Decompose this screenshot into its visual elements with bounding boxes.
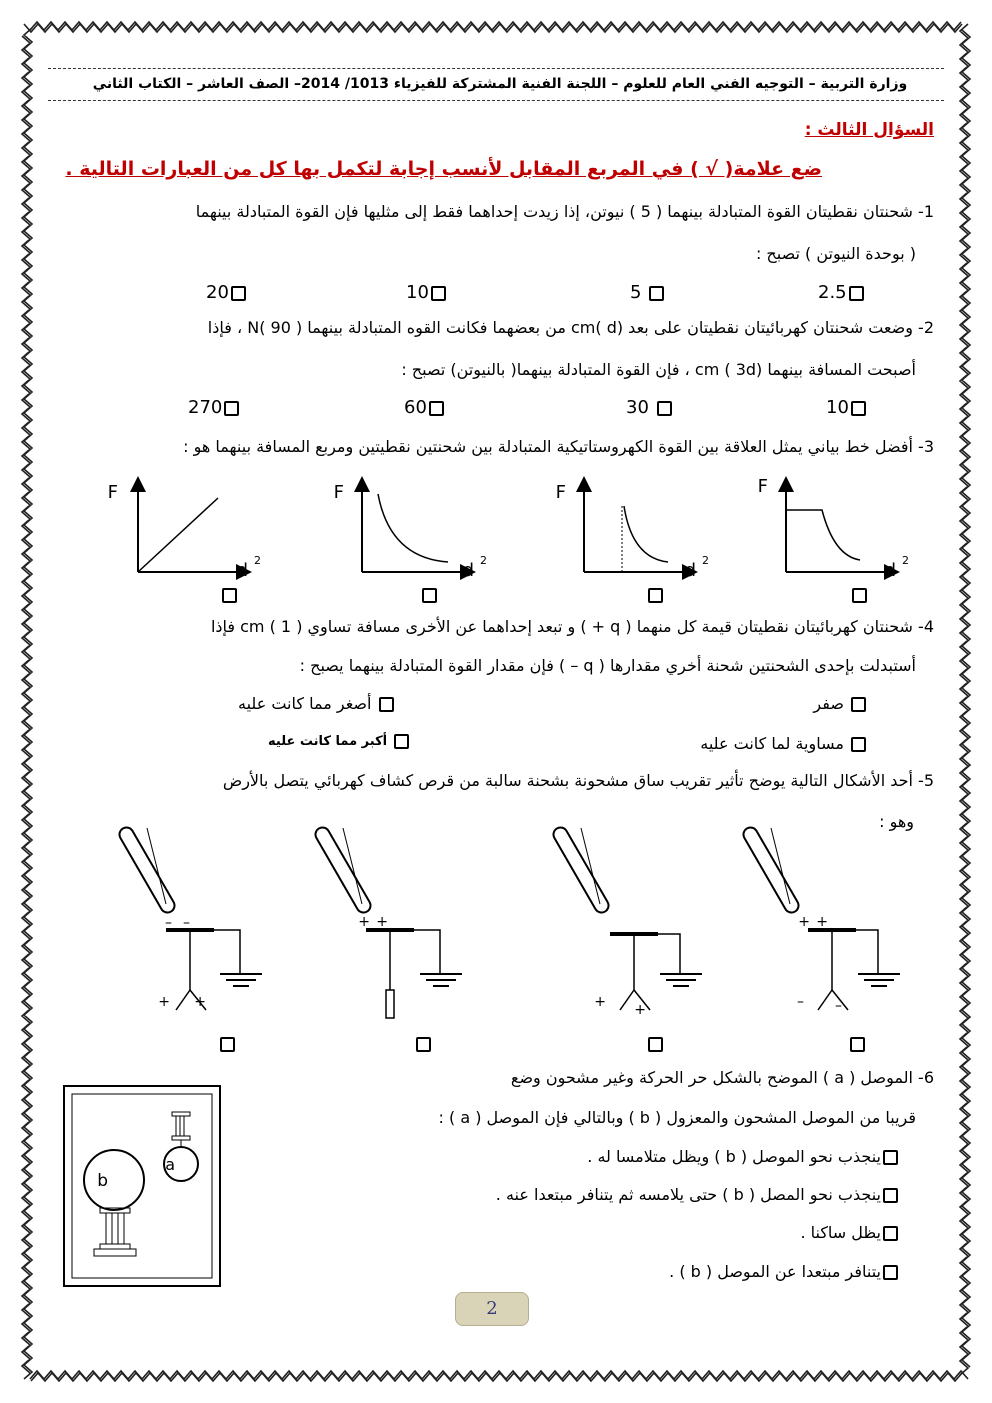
checkbox[interactable]: [431, 286, 446, 301]
q2-option-30[interactable]: 30: [626, 397, 674, 418]
svg-text:+: +: [376, 914, 388, 930]
q1-option-2-5[interactable]: 2.5: [818, 282, 866, 303]
q2-option-270[interactable]: 270: [188, 397, 241, 418]
q2-option-60[interactable]: 60: [404, 397, 446, 418]
checkbox[interactable]: [851, 737, 866, 752]
q3-graph-linear: [108, 482, 261, 581]
q4-option-zero[interactable]: صفر: [813, 694, 868, 713]
q3-option-2-checkbox[interactable]: [422, 588, 437, 603]
svg-text:+: +: [634, 1002, 646, 1018]
axis-label-d: d: [462, 560, 474, 581]
label-a: a: [165, 1155, 175, 1174]
q5-stem-line2: وهو :: [879, 812, 914, 831]
q6-option-1[interactable]: ينجذب نحو الموصل ( b ) ويظل متلامسا له .: [587, 1147, 900, 1166]
svg-text:+: +: [158, 994, 170, 1010]
q6-option-2[interactable]: ينجذب نحو المصل ( b ) حتى يلامسه ثم يتنافر مبتعدا عنه .: [496, 1185, 900, 1204]
axis-label-f: F: [757, 476, 768, 497]
checkbox[interactable]: [657, 401, 672, 416]
axis-label-d: d: [884, 560, 896, 581]
q6-option-4[interactable]: يتنافر مبتعدا عن الموصل ( b ) .: [669, 1262, 900, 1281]
q4-option-equal[interactable]: مساوية لما كانت عليه: [700, 734, 868, 753]
q6-option-3[interactable]: يظل ساكنا .: [800, 1223, 900, 1242]
q3-graph-inverse: [334, 482, 487, 581]
axis-label-exp: 2: [702, 554, 709, 567]
axis-label-f: F: [107, 482, 118, 503]
checkbox[interactable]: [379, 697, 394, 712]
svg-text:+: +: [358, 914, 370, 930]
q3-option-1-checkbox[interactable]: [222, 588, 237, 603]
svg-text:+: +: [594, 994, 606, 1010]
svg-text:–: –: [835, 998, 842, 1014]
q3-graphs: [0, 470, 992, 610]
q6-conductor-figure: [62, 1084, 224, 1290]
q4-stem-line1: 4- شحنتان كهربائيتان نقطيتان قيمة كل منهما ( q + ) و تبعد إحداهما عن الأخرى مسافة تساوي cm ( 1 ) فإذا: [210, 617, 934, 636]
q1-option-20[interactable]: 20: [206, 282, 248, 303]
q1-stem-line2: ( بوحدة النيوتن ) تصبح :: [755, 244, 916, 263]
q2-stem-line2: أصبحت المسافة بينهما cm ( 3d) ، فإن القوة المتبادلة بينهما( بالنيوتن) تصبح :: [401, 360, 916, 379]
svg-text:–: –: [797, 994, 804, 1010]
q3-option-3-checkbox[interactable]: [648, 588, 663, 603]
q5-option-4-checkbox[interactable]: [850, 1037, 865, 1052]
label-b: b: [97, 1171, 108, 1191]
q5-figure-3: [551, 825, 702, 1018]
axis-label-f: F: [555, 482, 566, 503]
q4-option-smaller[interactable]: أصغر مما كانت عليه: [238, 694, 396, 713]
q5-electroscope-figures: [0, 820, 992, 1030]
q5-figure-1: [117, 825, 262, 1010]
checkbox[interactable]: [224, 401, 239, 416]
q3-graph-inverse-dotted: [556, 482, 709, 581]
section-title: السؤال الثالث :: [804, 120, 934, 140]
checkbox[interactable]: [883, 1226, 898, 1241]
svg-text:+: +: [194, 994, 206, 1010]
q3-graph-plateau: [758, 476, 909, 581]
checkbox[interactable]: [429, 401, 444, 416]
axis-label-exp: 2: [480, 554, 487, 567]
header-top-rule: [48, 68, 944, 69]
checkbox[interactable]: [851, 401, 866, 416]
q1-stem-line1: 1- شحنتان نقطيتان القوة المتبادلة بينهما ( 5 ) نيوتن، إذا زيدت إحداهما فقط إلى مثليها فإن القوة المتبادلة بينهما: [195, 202, 934, 221]
checkbox[interactable]: [883, 1265, 898, 1280]
svg-text:–: –: [165, 915, 172, 931]
q5-option-3-checkbox[interactable]: [648, 1037, 663, 1052]
svg-text:+: +: [816, 914, 828, 930]
q1-option-5[interactable]: 5: [630, 282, 666, 303]
q2-option-10[interactable]: 10: [826, 397, 868, 418]
header-bottom-rule: [48, 100, 944, 101]
svg-text:+: +: [798, 914, 810, 930]
q4-stem-line2: أستبدلت بإحدى الشحنتين شحنة أخري مقدارها ( q – ) فإن مقدار القوة المتبادلة بينهما يصبح :: [299, 656, 916, 675]
checkbox[interactable]: [649, 286, 664, 301]
q5-figure-2: [313, 825, 462, 1018]
svg-text:–: –: [183, 915, 190, 931]
axis-label-d: d: [236, 560, 248, 581]
axis-label-f: F: [333, 482, 344, 503]
page-header: وزارة التربية – التوجيه الفني العام للعلوم – اللجنة الفنية المشتركة للفيزياء 1013/ 2014– الصف العاشر – الكتاب الثاني: [92, 76, 908, 92]
checkbox[interactable]: [851, 697, 866, 712]
q5-figure-4: [741, 825, 900, 1014]
q3-option-4-checkbox[interactable]: [852, 588, 867, 603]
page-number: 2: [455, 1292, 529, 1326]
instruction-text: ضع علامة( √ ) في المربع المقابل لأنسب إجابة لتكمل بها كل من العبارات التالية .: [65, 158, 822, 180]
q5-option-1-checkbox[interactable]: [220, 1037, 235, 1052]
checkbox[interactable]: [883, 1188, 898, 1203]
q5-stem-line1: 5- أحد الأشكال التالية يوضح تأثير تقريب ساق مشحونة بشحنة سالبة من قرص كشاف كهربائي يتصل بالأرض: [222, 771, 934, 790]
q1-option-10[interactable]: 10: [406, 282, 448, 303]
q2-stem-line1: 2- وضعت شحنتان كهربائيتان نقطيتان على بعد cm( d) من بعضهما فكانت القوه المتبادلة بينهما N( 90 ) ، فإذا: [207, 318, 934, 337]
q4-option-larger[interactable]: أكبر مما كانت عليه: [268, 734, 411, 749]
axis-label-exp: 2: [902, 554, 909, 567]
q5-option-2-checkbox[interactable]: [416, 1037, 431, 1052]
axis-label-d: d: [684, 560, 696, 581]
q6-stem-line2: قريبا من الموصل المشحون والمعزول ( b ) وبالتالي فإن الموصل ( a ) :: [438, 1108, 916, 1127]
axis-label-exp: 2: [254, 554, 261, 567]
checkbox[interactable]: [849, 286, 864, 301]
checkbox[interactable]: [883, 1150, 898, 1165]
q6-stem-line1: 6- الموصل ( a ) الموضح بالشكل حر الحركة وغير مشحون وضع: [510, 1068, 934, 1087]
checkbox[interactable]: [231, 286, 246, 301]
checkbox[interactable]: [394, 734, 409, 749]
q3-stem: 3- أفضل خط بياني يمثل العلاقة بين القوة الكهروستاتيكية المتبادلة بين شحنتين نقطيتين ومربع المسافة بينهما هو :: [183, 437, 934, 456]
